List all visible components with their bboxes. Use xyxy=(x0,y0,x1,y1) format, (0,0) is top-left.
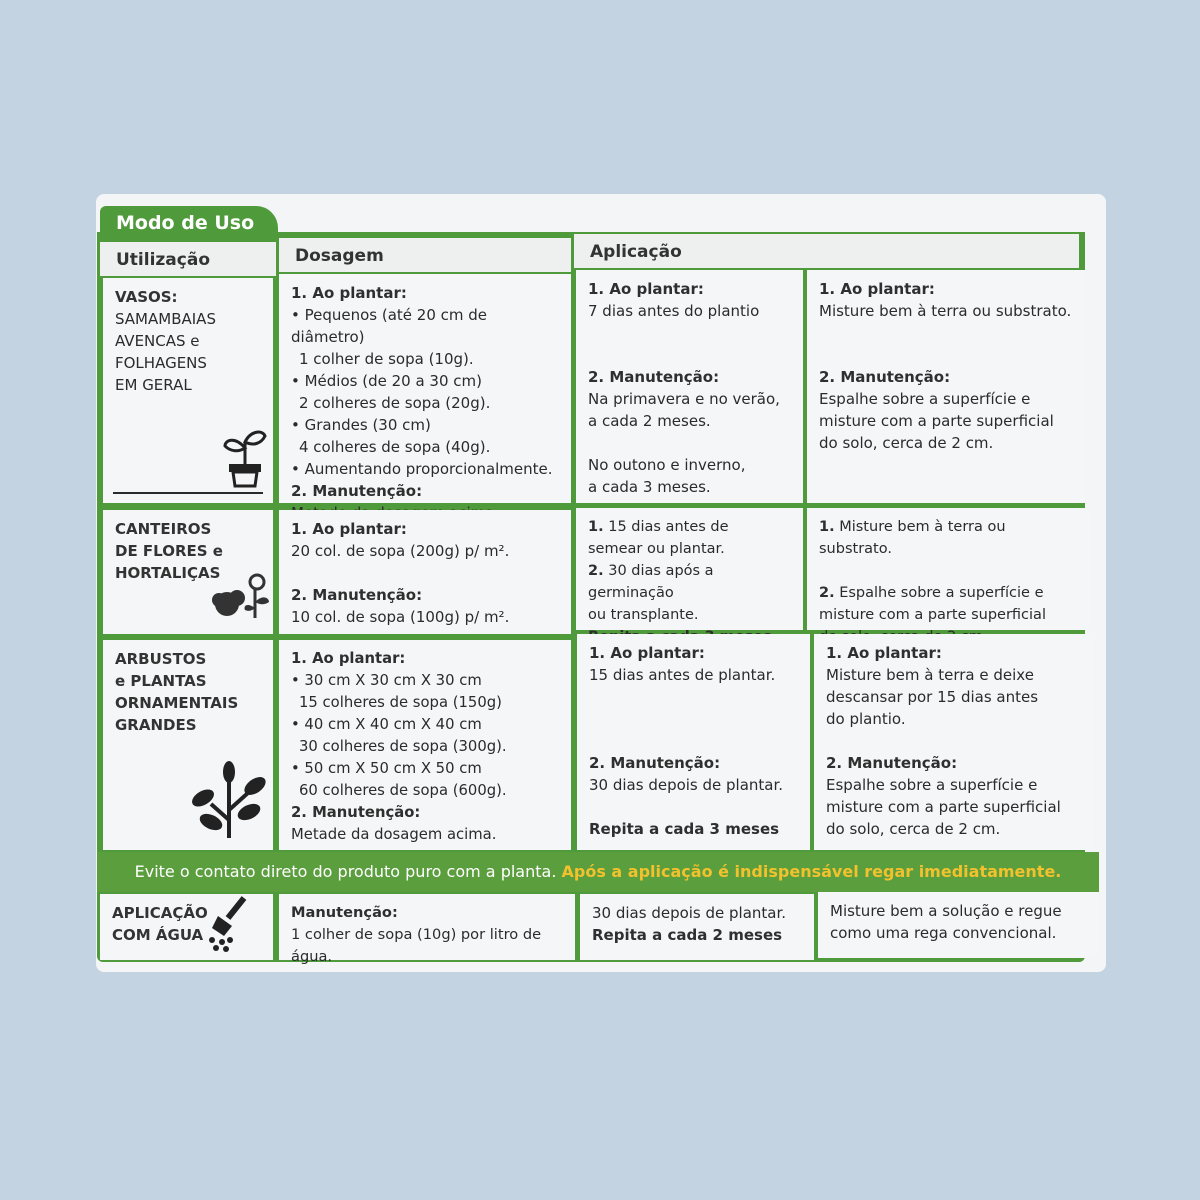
row2-dose-maint-text: 10 col. de sopa (100g) p/ m². xyxy=(291,608,510,626)
row1-dose-line: • Aumentando proporcionalmente. xyxy=(291,460,553,478)
row3-dose-line: 15 colheres de sopa (150g) xyxy=(299,694,502,711)
row2-app1-line: 30 dias após a germinação xyxy=(588,563,714,601)
row2-utilizacao xyxy=(103,510,273,634)
row1-uso-line: SAMAMBAIAS xyxy=(115,310,216,328)
banner-text: Evite o contato direto do produto puro com a planta. xyxy=(134,862,557,881)
banner-highlight: Após a aplicação é indispensável regar imediatamente. xyxy=(561,862,1062,881)
row1-dose-line: • Grandes (30 cm) xyxy=(291,416,431,434)
row2-app2-num: 1. xyxy=(819,519,835,535)
row2-app1-num: 1. xyxy=(588,519,604,535)
row3-app2-plant-title: 1. Ao plantar: xyxy=(826,644,942,662)
row2-app1-line: 15 dias antes de xyxy=(608,519,729,535)
row1-dosagem xyxy=(279,274,571,503)
row2-aplicacao-1 xyxy=(576,508,803,630)
water-app2-line: Misture bem a solução e regue xyxy=(830,902,1062,920)
row2-app2-line: Espalhe sobre a superfície e xyxy=(839,585,1044,601)
row3-dose-maint-title: 2. Manutenção: xyxy=(291,804,421,821)
row1-app1-maint-line: No outono e inverno, xyxy=(588,456,746,474)
row2-dose-plant-title: 1. Ao plantar: xyxy=(291,520,407,538)
row3-dosagem xyxy=(279,640,571,850)
water-dose-title: Manutenção: xyxy=(291,904,398,921)
row1-dose-line: 4 colheres de sopa (40g). xyxy=(299,438,491,456)
row2-uso-line: HORTALIÇAS xyxy=(115,564,221,582)
row1-uso-line: EM GERAL xyxy=(115,376,192,394)
row2-dosagem xyxy=(279,510,571,634)
water-uso-line: COM ÁGUA xyxy=(112,926,204,944)
row2-app2-num: 2. xyxy=(819,585,835,601)
row3-app1-plant-text: 15 dias antes de plantar. xyxy=(589,666,776,684)
row1-uso-line: VASOS: xyxy=(115,288,178,306)
warning-banner xyxy=(97,852,1099,892)
water-app1-repeat: Repita a cada 2 meses xyxy=(592,926,783,944)
watering-hose-icon xyxy=(204,896,248,952)
row3-app1-maint-title: 2. Manutenção: xyxy=(589,754,721,772)
row1-app1-maint-title: 2. Manutenção: xyxy=(588,368,720,386)
row3-app2-maint-title: 2. Manutenção: xyxy=(826,754,958,772)
row3-dose-maint-text: Metade da dosagem acima. xyxy=(291,826,497,843)
row1-app2-plant-text: Misture bem à terra ou substrato. xyxy=(819,302,1072,320)
row2-app2-line: misture com a parte superficial xyxy=(819,607,1046,623)
header-utilizacao: Utilização xyxy=(100,242,276,276)
row3-app1-repeat: Repita a cada 3 meses xyxy=(589,820,780,838)
row2-dose-maint-title: 2. Manutenção: xyxy=(291,586,423,604)
row1-app2-maint-line: misture com a parte superficial xyxy=(819,412,1054,430)
water-aplicacao-2 xyxy=(818,892,1098,958)
row1-app1-maint-line: Na primavera e no verão, xyxy=(588,390,780,408)
water-utilizacao xyxy=(100,894,273,960)
flowers-vegetables-icon xyxy=(211,572,273,620)
row1-dose-line: 1 colher de sopa (10g). xyxy=(299,350,474,368)
potted-plant-icon xyxy=(221,428,269,490)
water-app1-text: 30 dias depois de plantar. xyxy=(592,904,787,922)
water-uso-line: APLICAÇÃO xyxy=(112,904,208,922)
row3-uso-line: ARBUSTOS xyxy=(115,650,207,668)
row3-app1-plant-title: 1. Ao plantar: xyxy=(589,644,705,662)
row3-utilizacao xyxy=(103,640,273,850)
water-dosagem xyxy=(279,894,575,965)
header-aplicacao: Aplicação xyxy=(574,234,1079,268)
row2-app1-line: ou transplante. xyxy=(588,607,699,623)
row1-app2-maint-line: do solo, cerca de 2 cm. xyxy=(819,434,994,452)
row1-ground-line xyxy=(113,492,263,494)
row3-app2-plant-line: do plantio. xyxy=(826,710,906,728)
row1-dose-line: • Médios (de 20 a 30 cm) xyxy=(291,372,482,390)
water-dose-text: 1 colher de sopa (10g) por litro de água. xyxy=(291,926,542,965)
row2-dose-plant-text: 20 col. de sopa (200g) p/ m². xyxy=(291,542,510,560)
row1-app1-maint-line: a cada 2 meses. xyxy=(588,412,711,430)
row1-app1-maint-line: a cada 3 meses. xyxy=(588,478,711,496)
row3-dose-line: • 40 cm X 40 cm X 40 cm xyxy=(291,716,482,733)
row3-app2-maint-line: misture com a parte superficial xyxy=(826,798,1061,816)
row3-aplicacao-2 xyxy=(814,634,1094,850)
row1-app2-plant-title: 1. Ao plantar: xyxy=(819,280,935,298)
row3-uso-line: GRANDES xyxy=(115,716,197,734)
row3-dose-plant-title: 1. Ao plantar: xyxy=(291,650,406,667)
shrub-icon xyxy=(189,760,269,840)
row3-dose-line: • 30 cm X 30 cm X 30 cm xyxy=(291,672,482,689)
row1-app2-maint-title: 2. Manutenção: xyxy=(819,368,951,386)
row3-uso-line: ORNAMENTAIS xyxy=(115,694,239,712)
water-app2-line: como uma rega convencional. xyxy=(830,924,1057,942)
row1-app1-plant-title: 1. Ao plantar: xyxy=(588,280,704,298)
row2-uso-line: DE FLORES e xyxy=(115,542,223,560)
row2-app2-line: Misture bem à terra ou substrato. xyxy=(819,519,1006,557)
water-aplicacao-1 xyxy=(580,894,814,960)
row1-dose-line: 2 colheres de sopa (20g). xyxy=(299,394,491,412)
section-title-tab: Modo de Uso xyxy=(100,206,278,240)
row3-aplicacao-1 xyxy=(577,634,810,850)
row1-app1-plant-text: 7 dias antes do plantio xyxy=(588,302,760,320)
row3-dose-line: • 50 cm X 50 cm X 50 cm xyxy=(291,760,482,777)
row1-uso-line: FOLHAGENS xyxy=(115,354,207,372)
row1-app2-maint-line: Espalhe sobre a superfície e xyxy=(819,390,1031,408)
row1-utilizacao xyxy=(103,278,273,503)
row3-dose-line: 30 colheres de sopa (300g). xyxy=(299,738,507,755)
row3-app2-plant-line: Misture bem à terra e deixe xyxy=(826,666,1034,684)
row3-dose-line: 60 colheres de sopa (600g). xyxy=(299,782,507,799)
row2-app1-line: semear ou plantar. xyxy=(588,541,725,557)
row3-app2-maint-line: do solo, cerca de 2 cm. xyxy=(826,820,1001,838)
row2-app1-num: 2. xyxy=(588,563,604,579)
row2-uso-line: CANTEIROS xyxy=(115,520,212,538)
row3-app2-maint-line: Espalhe sobre a superfície e xyxy=(826,776,1038,794)
row1-dose-line: • Pequenos (até 20 cm de diâmetro) xyxy=(291,306,488,346)
row1-dose-maint-title: 2. Manutenção: xyxy=(291,482,423,500)
row1-aplicacao-2 xyxy=(807,270,1085,503)
row1-uso-line: AVENCAS e xyxy=(115,332,200,350)
row1-dose-plant-title: 1. Ao plantar: xyxy=(291,284,407,302)
row3-app2-plant-line: descansar por 15 dias antes xyxy=(826,688,1039,706)
row2-aplicacao-2 xyxy=(807,508,1090,630)
row3-uso-line: e PLANTAS xyxy=(115,672,207,690)
row3-app1-maint-text: 30 dias depois de plantar. xyxy=(589,776,784,794)
header-dosagem: Dosagem xyxy=(279,238,571,272)
row1-aplicacao-1 xyxy=(576,270,803,503)
